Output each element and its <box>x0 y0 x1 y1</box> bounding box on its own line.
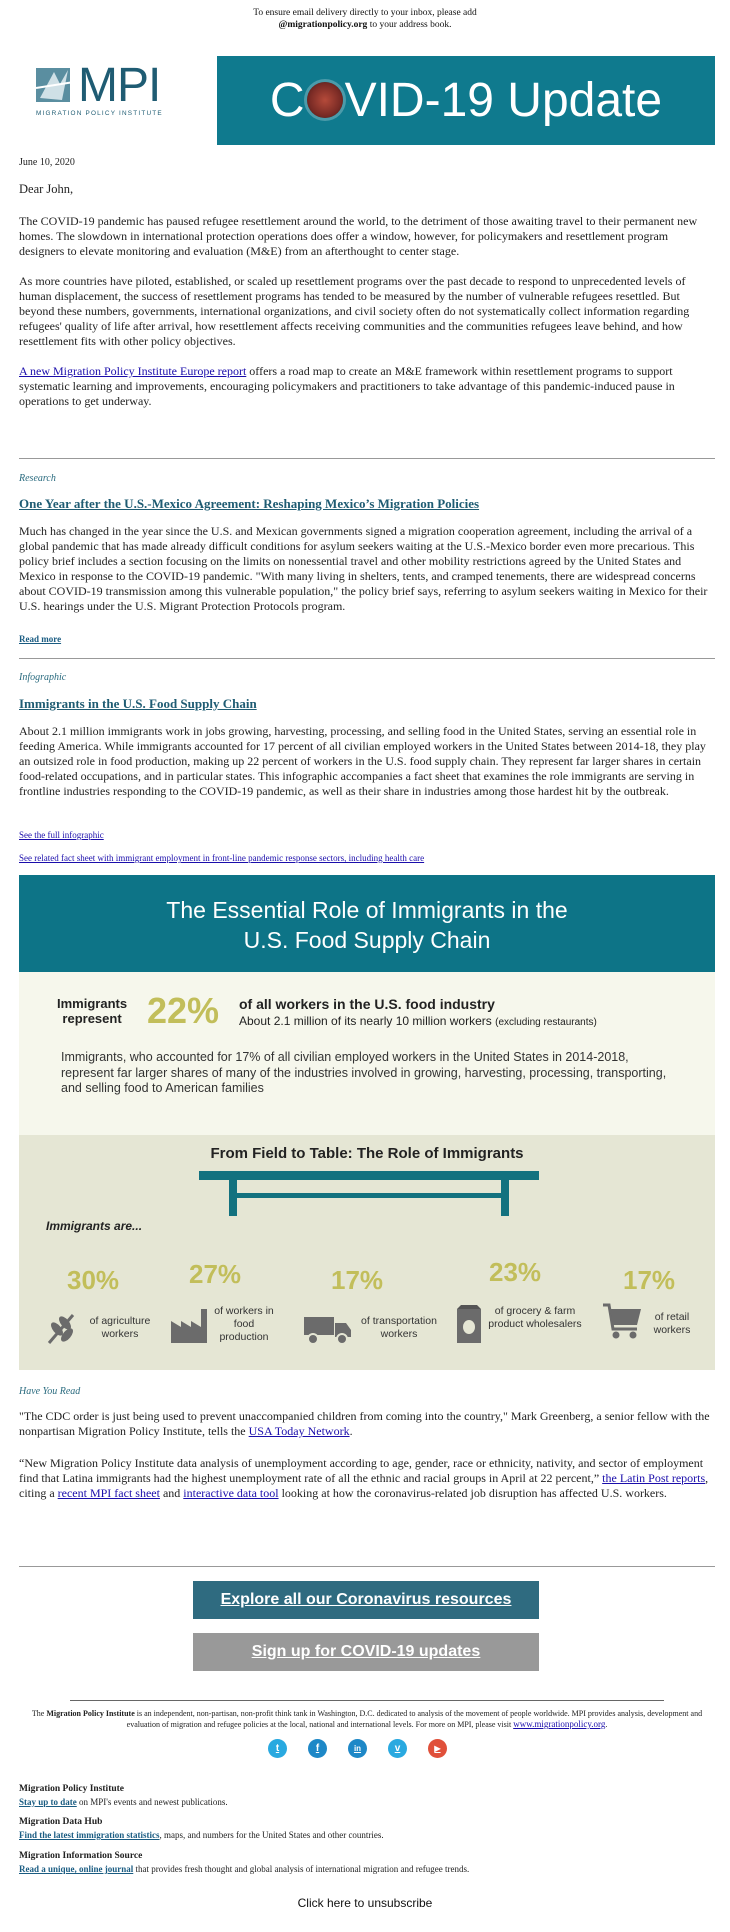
twitter-icon[interactable]: t <box>268 1739 287 1758</box>
infographic-summary <box>19 972 715 1135</box>
intro-paragraph-3 <box>19 364 711 409</box>
quote-1 <box>19 1409 711 1439</box>
big-percent: 22% <box>147 990 220 1031</box>
stat-percent: 17% <box>331 1265 384 1295</box>
infographic-kicker: Infographic <box>19 672 67 683</box>
section-title: From Field to Table: The Role of Immigrants <box>210 1145 524 1162</box>
stat-label: of retail workers <box>653 1311 691 1336</box>
virus-icon <box>307 82 343 118</box>
infographic-title-link[interactable]: Immigrants in the U.S. Food Supply Chain <box>19 696 257 711</box>
factory-icon <box>169 1305 209 1345</box>
banner-suffix: VID-19 Update <box>344 74 663 127</box>
footer-mpi-title: Migration Policy Institute <box>19 1784 125 1794</box>
linkedin-icon[interactable]: in <box>348 1739 367 1758</box>
footer-mpi-line <box>19 1797 228 1807</box>
intro-paragraph-1: The COVID-19 pandemic has paused refugee resettlement around the world, to the detriment of those awaiting travel to their permanent new homes. The slowdown in international protection operations does offer a window, however, for policymakers and resettlement program designers to elevate monitoring and evaluation (M&E) from an afterthought to center stage. <box>19 214 698 258</box>
field-to-table-section <box>19 1135 715 1370</box>
infographic-title-line1: The Essential Role of Immigrants in the <box>166 897 568 923</box>
footer-mis-line <box>19 1864 469 1874</box>
about-text: is an independent, non-partisan, non-profit think tank in Washington, D.C. dedicated to analysis of the movement of people worldwide. MPI provides analysis, development and evaluation of migration and refugee policies at the local, national and international levels. For more on MPI, please visit <box>126 1709 703 1729</box>
stat-percent: 27% <box>189 1259 242 1289</box>
preheader <box>0 7 730 31</box>
fact-sheet-link[interactable]: recent MPI fact sheet <box>57 1486 160 1500</box>
research-body: Much has changed in the year since the U.S. and Mexican governments signed a migration cooperation agreement, including the arrival of a global pandemic that has made already difficult conditions for asylum seekers waiting at the U.S.-Mexico border even more precarious. This policy brief includes a section focusing on the limits on nonessential travel and other mobility restrictions agreed by the United States and Mexico in response to the COVID-19 pandemic. "With many living in shelters, tents, and cramped tenements, there are widespread concerns about COVID-19 transmission among this vulnerable population," the policy brief says, referring to asylum seekers waiting in Mexico for their U.S. hearings under the U.S. Migrant Protection Protocols program. <box>19 524 708 613</box>
wheat-icon <box>43 1307 83 1347</box>
quote-1-end: . <box>349 1424 353 1438</box>
facebook-icon[interactable]: f <box>308 1739 327 1758</box>
mpi-website-link[interactable]: www.migrationpolicy.org <box>513 1719 606 1729</box>
research-kicker: Research <box>19 473 56 484</box>
about-end: . <box>605 1720 608 1729</box>
unsubscribe-link[interactable]: Click here to unsubscribe <box>297 1896 433 1910</box>
logo-text: MPI <box>78 59 161 112</box>
quote-2-mid: , citing a <box>19 1471 709 1500</box>
mpi-logo[interactable] <box>22 59 192 132</box>
footer-mis-rest: that provides fresh thought and global analysis of international migration and refugee trends. <box>133 1864 470 1874</box>
bag-icon <box>453 1305 485 1345</box>
food-supply-infographic[interactable] <box>19 875 715 1370</box>
stat-label: of workers in food production <box>214 1305 274 1343</box>
latin-post-link[interactable]: the Latin Post reports <box>602 1471 706 1485</box>
research-title-link[interactable]: One Year after the U.S.-Mexico Agreement: Reshaping Mexico’s Migration Policies <box>19 496 480 511</box>
about-mpi <box>19 1708 715 1730</box>
signup-label: Sign up for COVID-19 updates <box>251 1643 481 1660</box>
divider <box>19 458 715 459</box>
cart-icon <box>601 1301 643 1341</box>
data-tool-link[interactable]: interactive data tool <box>183 1486 279 1500</box>
quote-1-text: "The CDC order is just being used to prevent unaccompanied children from coming into the country," Mark Greenberg, a senior fellow with the nonpartisan Migration Policy Institute, tells the <box>19 1409 710 1438</box>
summary-paragraph: Immigrants, who accounted for 17% of all civilian employed workers in the United States in 2014-2018, represent far larger shares of many of the industries involved in growing, harvesting, processing, transporting, and selling food to American families <box>61 1050 667 1095</box>
usa-today-link[interactable]: USA Today Network <box>248 1424 350 1438</box>
sub-note: (excluding restaurants) <box>495 1017 597 1028</box>
footer-hub-rest: , maps, and numbers for the United States and other countries. <box>159 1830 384 1840</box>
online-journal-link[interactable]: Read a unique, online journal <box>19 1864 134 1874</box>
footer-divider <box>70 1700 664 1701</box>
signup-updates-button[interactable] <box>193 1633 539 1671</box>
covid-update-banner <box>217 56 715 145</box>
immigration-statistics-link[interactable]: Find the latest immigration statistics <box>19 1830 160 1840</box>
banner-prefix: C <box>269 74 305 127</box>
stat-percent: 23% <box>489 1257 542 1287</box>
read-more-link[interactable]: Read more <box>19 634 62 644</box>
intro-paragraph-2: As more countries have piloted, established, or scaled up resettlement programs over the past decade to respond to unprecedented levels of human displacement, the success of resettlement programs has tended to be measured by the number of vulnerable refugees resettled. But beyond these numbers, governments, international organizations, and civil society often do not systematically collect information regarding refugees' quality of life after arrival, how resettlement affects receiving communities and the communities refugees leave behind, and how resettlement fits with other policy objectives. <box>19 274 690 348</box>
logo-mark-icon <box>34 64 76 106</box>
represent-b: represent <box>62 1011 122 1026</box>
about-org: Migration Policy Institute <box>46 1709 135 1718</box>
explore-resources-button[interactable] <box>193 1581 539 1619</box>
youtube-icon[interactable]: ▶ <box>428 1739 447 1758</box>
logo-subtitle: MIGRATION POLICY INSTITUTE <box>36 110 163 117</box>
vimeo-icon[interactable]: v <box>388 1739 407 1758</box>
fact-sheet-link[interactable]: See related fact sheet with immigrant employment in front-line pandemic response sectors, including health care <box>19 853 425 863</box>
are-label: Immigrants are... <box>46 1219 143 1233</box>
preheader-line1: To ensure email delivery directly to your inbox, please add <box>253 8 477 18</box>
preheader-email: @migrationpolicy.org <box>278 20 368 30</box>
footer-mis-title: Migration Information Source <box>19 1851 143 1861</box>
greeting: Dear John, <box>19 182 74 196</box>
stay-up-to-date-link[interactable]: Stay up to date <box>19 1797 77 1807</box>
quote-2-and: and <box>159 1486 184 1500</box>
table-icon <box>199 1171 539 1217</box>
full-infographic-link[interactable]: See the full infographic <box>19 830 104 840</box>
divider <box>19 658 715 659</box>
infographic-header <box>19 875 715 972</box>
sub-text: About 2.1 million of its nearly 10 million workers <box>239 1014 492 1028</box>
stat-percent: 17% <box>623 1265 676 1295</box>
footer-mpi-rest: on MPI's events and newest publications. <box>76 1797 228 1807</box>
truck-icon <box>304 1315 352 1345</box>
intro-p3-rest: offers a road map to create an M&E framework within resettlement programs to support systematic learning and improvements, encouraging policymakers and practitioners to take advantage of this pandemic-induced pause in operations to get underway. <box>19 364 675 408</box>
explore-label: Explore all our Coronavirus resources <box>220 1591 512 1608</box>
footer-hub-title: Migration Data Hub <box>19 1817 103 1827</box>
divider <box>19 1566 715 1567</box>
mpi-europe-report-link[interactable]: A new Migration Policy Institute Europe report <box>19 364 247 378</box>
preheader-line2: to your address book. <box>367 20 452 30</box>
quote-2-end: looking at how the coronavirus-related job disruption has affected U.S. workers. <box>278 1486 667 1500</box>
about-prefix: The <box>31 1709 47 1718</box>
stat-label: of agriculture workers <box>89 1315 151 1340</box>
represent-a: Immigrants <box>57 996 128 1011</box>
big-text: of all workers in the U.S. food industry <box>239 996 495 1012</box>
stat-percent: 30% <box>67 1265 120 1295</box>
email-date: June 10, 2020 <box>19 157 75 168</box>
stat-label: of grocery & farm product wholesalers <box>488 1305 582 1330</box>
have-you-read-kicker: Have You Read <box>19 1386 81 1397</box>
infographic-title-line2: U.S. Food Supply Chain <box>243 927 491 953</box>
quote-2 <box>19 1456 711 1501</box>
quote-2-text: “New Migration Policy Institute data analysis of unemployment according to age, gender, race or ethnicity, nativity, and sector of employment find that Latina immigrants had the highest unemployment rate of all the ethnic and racial groups in April at 22 percent,” <box>19 1456 704 1485</box>
footer-hub-line <box>19 1830 384 1840</box>
sub-text-row <box>239 1014 597 1028</box>
stat-label: of transportation workers <box>361 1315 437 1340</box>
infographic-body: About 2.1 million immigrants work in jobs growing, harvesting, processing, and selling food in the United States, serving an essential role in feeding America. While immigrants accounted for 17 percent of all civilian employed workers in the United States between 2014-18, they play an outsized role in food production, making up 22 percent of workers in the U.S. food supply chain. They represent far larger shares in certain food-related occupations, and in particular states. This infographic accompanies a fact sheet that examines the role immigrants are serving in frontline industries responding to the COVID-19 pandemic, as well as their share in industries among those hardest hit by the outbreak. <box>19 724 706 798</box>
represent-label <box>57 996 127 1026</box>
